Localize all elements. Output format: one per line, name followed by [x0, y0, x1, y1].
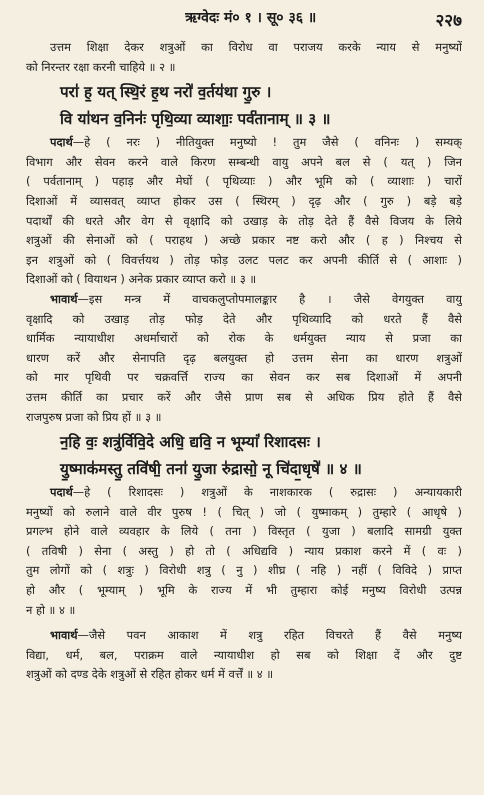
padartha-line: शत्रुओं की सेनाओं को ( पराहथ ) अच्छे प्रकार नष्ट करो और ( ह ) निश्चय से: [26, 233, 462, 248]
bhavartha-line: शत्रुओं को दण्ड देके शत्रुओं से रहित होकर धर्म में वर्त्तें ॥ ४ ॥: [26, 667, 274, 682]
padartha-label: पदार्थ: [50, 135, 73, 150]
bhavartha-line: विद्या, धर्म, बल, पराक्रम वाले न्यायाधीश हो सब को शिक्षा दें और दुष्ट: [26, 647, 462, 662]
padartha-line: प्रगल्भ होने वाले व्यवहार के लिये ( तना ) विस्तृत ( युजा ) बलादि सामग्री युक्त: [26, 524, 462, 539]
padartha-line: पदार्थ—हे ( नरः ) नीतियुक्त मनुष्यो ! तुम जैसे ( वनिनः ) सम्यक्: [50, 135, 462, 150]
bhavartha-line: उत्तम कीर्ति का प्रचार करें और जैसे प्राण सब से अधिक प्रिय होते हैं वैसे: [26, 389, 462, 404]
page-header: [26, 8, 462, 38]
padartha-line: पदार्थों की धरते और वेग से वृक्षादि को उखाड़ के तोड़ देते हैं वैसे विजय के लिये: [26, 213, 462, 228]
mantra-line: यु॒ष्माक॑मस्तु॒ तवि॑षी॒ तना॑ यु॒जा रु॑द्रासो॒ नू चि॑दा॒धृषे॑ ॥ ४ ॥: [60, 460, 362, 479]
mantra-line: वि या॑थन व॒निनः॑ पृथि॒व्या व्याशाः॒ पर्व॑तानाम् ॥ ३ ॥: [60, 110, 331, 129]
bhavartha-line: भावार्थ—इस मन्त्र में वाचकलुप्तोपमालङ्कार है । जैसे वेगयुक्त वायु: [50, 291, 462, 306]
padartha-line: इन शत्रुओं को ( विवर्त्तयथ ) तोड़ फोड़ उलट पलट कर अपनी कीर्ति से ( आशाः ): [26, 252, 462, 267]
padartha-line: विभाग और सेवन करने वाले किरण सम्बन्धी वायु अपने बल से ( यत् ) जिन: [26, 154, 462, 169]
padartha-line: न हो ॥ ४ ॥: [26, 602, 76, 617]
intro-line: उत्तम शिक्षा देकर शत्रुओं का विरोध वा पराजय करके न्याय से मनुष्यों: [50, 40, 462, 54]
padartha-line: दिशाओं में व्यासवत् व्याप्त होकर उस ( स्थिरम् ) दृढ़ और ( गुरु ) बड़े बड़े: [26, 193, 462, 208]
padartha-line: दिशाओं को ( वियाथन ) अनेक प्रकार व्याप्त करो ॥ ३ ॥: [26, 272, 257, 287]
running-title: ऋग्वेदः मं० १ । सू० ३६ ॥: [185, 10, 317, 26]
mantra-line: न॒हि वः॒ शत्रु॑र्विवि॒दे अधि॒ द्यवि॒ न भूम्यां॑ रिशादसः ।: [60, 433, 321, 452]
padartha-line: पदार्थ—हे ( रिशादसः ) शत्रुओं के नाशकारक ( रुद्रासः ) अन्यायकारी: [50, 485, 462, 500]
padartha-line: ( पर्वतानाम् ) पहाड़ और मेघों ( पृथिव्याः ) और भूमि को ( व्याशाः ) चारों: [26, 174, 462, 189]
padartha-line: ( तविषी ) सेना ( अस्तु ) हो तो ( अधिद्यवि ) न्याय प्रकाश करने में ( वः ): [26, 543, 462, 558]
bhavartha-line: को मार पृथिवी पर चक्रवर्त्ति राज्य का सेवन कर सब दिशाओं में अपनी: [26, 370, 462, 385]
bhavartha-label: भावार्थ: [50, 628, 78, 643]
bhavartha-line: वृक्षादि को उखाड़ तोड़ फोड़ देते और पृथिव्यादि को धरते हैं वैसे: [26, 311, 462, 326]
bhavartha-label: भावार्थ: [50, 291, 78, 306]
padartha-label: पदार्थ: [50, 485, 73, 500]
intro-line: को निरन्तर रक्षा करनी चाहिये ॥ २ ॥: [26, 59, 176, 74]
bhavartha-line: राजपुरुष प्रजा को प्रिय हों ॥ ३ ॥: [26, 409, 162, 424]
mantra-line: परा॑ ह॒ यत् स्थि॒रं ह॒थ नरो॑ व॒र्तय॑था गु॒रु ।: [60, 83, 272, 102]
padartha-line: मनुष्यों को रुलाने वाले वीर पुरुष ! ( चित् ) जो ( युष्माकम् ) तुम्हारे ( आधृषे ): [26, 504, 462, 519]
padartha-line: तुम लोगों को ( शत्रुः ) विरोधी शत्रु ( नु ) शीघ्र ( नहि ) नहीं ( विविदे ) प्राप्त: [26, 563, 462, 578]
page-number: २२७: [435, 11, 462, 31]
padartha-line: हो और ( भूम्याम् ) भूमि के राज्य में भी तुम्हारा कोई मनुष्य विरोधी उत्पन्न: [26, 583, 462, 598]
bhavartha-line: धार्मिक न्यायाधीश अधर्माचारों को रोक के धर्मयुक्त न्याय से प्रजा का: [26, 331, 462, 346]
bhavartha-line: धारण करें और सेनापति दृढ़ बलयुक्त हो उत्तम सेना का धारण शत्रुओं: [26, 350, 462, 365]
bhavartha-line: भावार्थ—जैसे पवन आकाश में शत्रु रहित विचरते हैं वैसे मनुष्य: [50, 628, 462, 643]
